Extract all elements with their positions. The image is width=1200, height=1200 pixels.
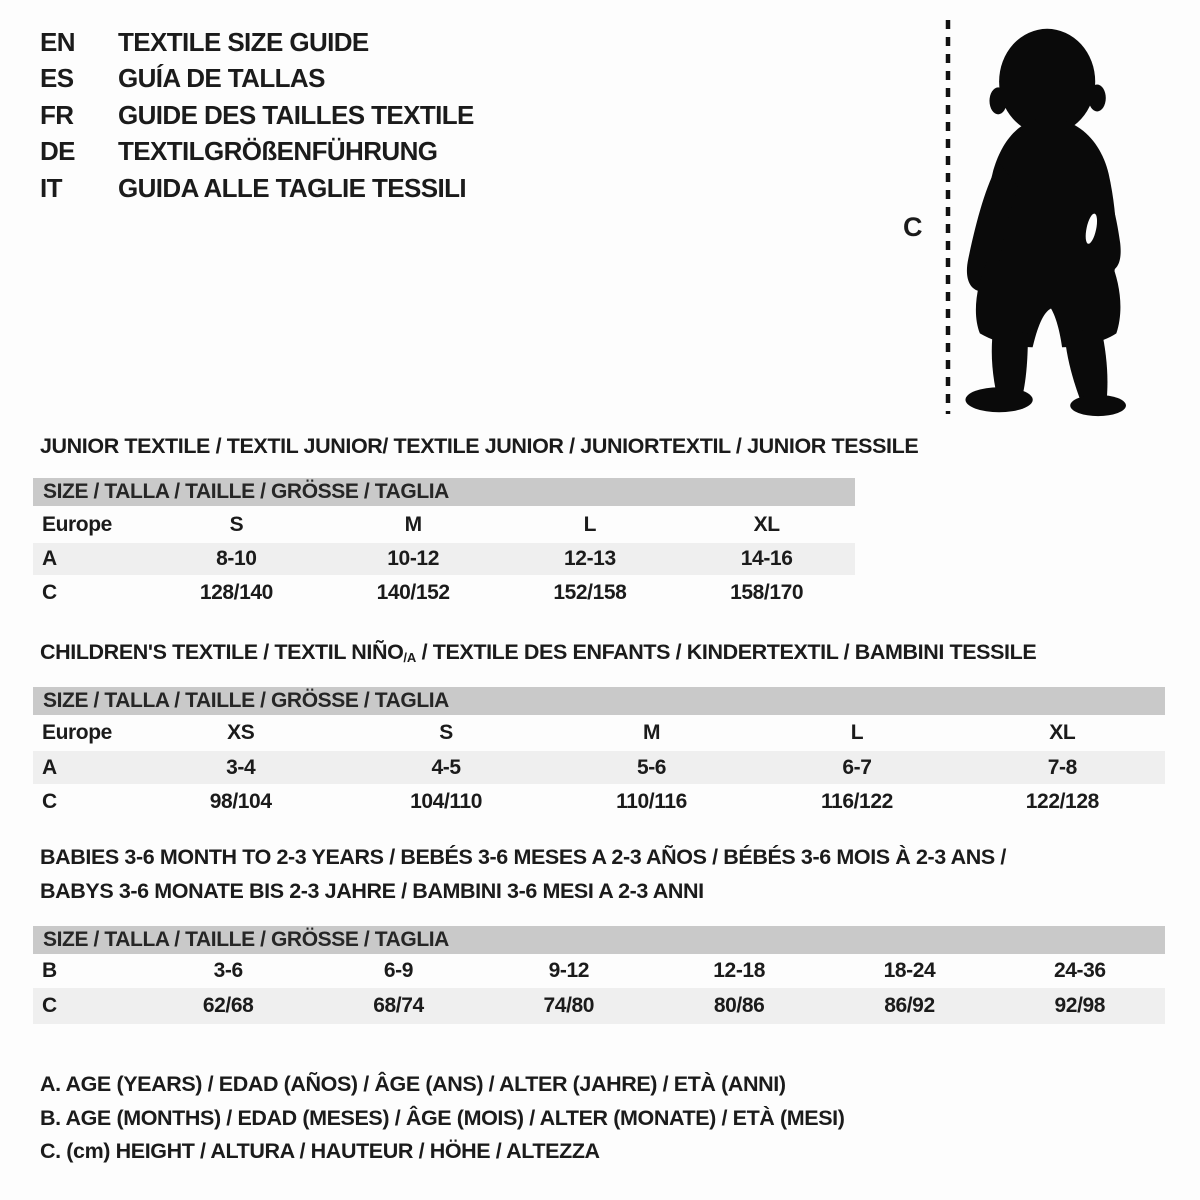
size-cell: M	[404, 512, 422, 536]
age-cell: 8-10	[216, 547, 257, 570]
children-title-pre: CHILDREN'S TEXTILE / TEXTIL NIÑO	[40, 640, 404, 664]
title-row-fr	[40, 97, 474, 134]
table-row-age	[33, 751, 1165, 784]
height-cell: 80/86	[713, 994, 765, 1017]
size-cell: L	[850, 721, 864, 744]
row-label: Europe	[42, 512, 112, 536]
size-header-bar: SIZE / TALLA / TAILLE / GRÖSSE / TAGLIA	[33, 478, 855, 506]
babies-section-title-line2: BABYS 3-6 MONATE BIS 2-3 JAHRE / BAMBINI 3-6 MESI A 2-3 ANNI	[40, 879, 704, 903]
height-cell: 98/104	[209, 789, 272, 813]
legend-line-c: C. (cm) HEIGHT / ALTURA / HAUTEUR / HÖHE / ALTEZZA	[40, 1139, 600, 1164]
age-cell: 3-4	[226, 755, 256, 779]
language-code: EN	[40, 26, 75, 57]
size-cell: XL	[753, 512, 780, 536]
table-row-region	[33, 715, 1165, 751]
row-label: B	[42, 959, 57, 982]
guide-title: TEXTILE SIZE GUIDE	[118, 26, 369, 57]
guide-title: TEXTILGRÖßENFÜHRUNG	[118, 136, 438, 167]
age-cell: 7-8	[1047, 755, 1077, 779]
age-cell: 9-12	[548, 959, 590, 982]
junior-section-title: JUNIOR TEXTILE / TEXTIL JUNIOR/ TEXTILE JUNIOR / JUNIORTEXTIL / JUNIOR TESSILE	[40, 434, 919, 458]
children-title-sub: /A	[403, 650, 417, 665]
height-cell: 116/122	[820, 789, 893, 813]
height-cell: 158/170	[730, 581, 804, 604]
age-cell: 6-7	[842, 755, 872, 779]
height-cell: 122/128	[1025, 789, 1099, 813]
age-cell: 18-24	[883, 959, 936, 982]
size-header-bar: SIZE / TALLA / TAILLE / GRÖSSE / TAGLIA	[33, 926, 1165, 954]
table-row-height	[33, 988, 1165, 1024]
language-code: DE	[40, 136, 75, 167]
size-cell: M	[642, 721, 661, 744]
guide-title: GUIDE DES TAILLES TEXTILE	[118, 99, 474, 130]
size-cell: L	[583, 512, 597, 536]
guide-title: GUÍA DE TALLAS	[118, 63, 325, 94]
height-cell: 74/80	[543, 994, 595, 1017]
measurement-legend	[40, 1068, 845, 1169]
age-cell: 24-36	[1053, 959, 1106, 982]
language-code: FR	[40, 99, 74, 130]
size-header-bar: SIZE / TALLA / TAILLE / GRÖSSE / TAGLIA	[33, 687, 1165, 715]
children-title-post: / TEXTILE DES ENFANTS / KINDERTEXTIL / BAMBINI TESSILE	[416, 640, 1037, 664]
row-label: Europe	[42, 721, 112, 744]
height-dashed-line	[944, 18, 952, 416]
age-cell: 12-13	[564, 547, 616, 570]
height-cell: 110/116	[616, 789, 687, 813]
height-cell: 128/140	[199, 581, 273, 604]
title-row-es	[40, 61, 474, 98]
row-label: C	[42, 994, 57, 1017]
height-cell: 140/152	[376, 581, 450, 604]
title-row-it	[40, 170, 474, 207]
table-row-age	[33, 543, 855, 575]
row-label: A	[42, 547, 57, 570]
age-cell: 4-5	[431, 755, 461, 779]
title-language-list	[40, 24, 474, 207]
height-cell: 104/110	[410, 789, 483, 813]
age-cell: 3-6	[213, 959, 243, 982]
size-cell: S	[229, 512, 244, 536]
age-cell: 14-16	[740, 547, 793, 570]
legend-line-b: B. AGE (MONTHS) / EDAD (MESES) / ÂGE (MOIS) / ALTER (MONATE) / ETÀ (MESI)	[40, 1105, 845, 1130]
table-row-region	[33, 506, 855, 543]
size-cell: XS	[227, 721, 255, 744]
height-measure-label: C	[903, 212, 923, 242]
title-row-de	[40, 134, 474, 171]
legend-line-a: A. AGE (YEARS) / EDAD (AÑOS) / ÂGE (ANS) / ALTER (JAHRE) / ETÀ (ANNI)	[40, 1072, 786, 1097]
age-cell: 10-12	[387, 547, 439, 570]
row-label: A	[42, 755, 57, 779]
children-size-table	[33, 687, 1165, 819]
size-cell: S	[439, 721, 453, 744]
size-cell: XL	[1049, 721, 1076, 744]
babies-section-title-line1: BABIES 3-6 MONTH TO 2-3 YEARS / BEBÉS 3-6 MESES A 2-3 AÑOS / BÉBÉS 3-6 MOIS À 2-3 ANS /	[40, 845, 1006, 869]
language-code: IT	[40, 172, 62, 203]
age-cell: 12-18	[713, 959, 765, 982]
row-label: C	[42, 581, 57, 604]
title-row-en	[40, 24, 474, 61]
table-row-height	[33, 784, 1165, 819]
table-row-height	[33, 575, 855, 611]
junior-size-table	[33, 478, 855, 611]
guide-title: GUIDA ALLE TAGLIE TESSILI	[118, 172, 467, 203]
age-cell: 6-9	[383, 959, 414, 982]
table-row-age-months	[33, 954, 1165, 988]
children-section-title	[40, 640, 1036, 665]
height-cell: 152/158	[553, 581, 627, 604]
height-cell: 86/92	[884, 994, 935, 1017]
height-cell: 68/74	[373, 994, 424, 1017]
toddler-silhouette-icon	[962, 24, 1140, 418]
height-cell: 92/98	[1054, 994, 1106, 1017]
age-cell: 5-6	[636, 755, 667, 779]
language-code: ES	[40, 63, 74, 94]
babies-size-table	[33, 926, 1165, 1024]
height-cell: 62/68	[202, 994, 254, 1017]
row-label: C	[42, 789, 57, 813]
